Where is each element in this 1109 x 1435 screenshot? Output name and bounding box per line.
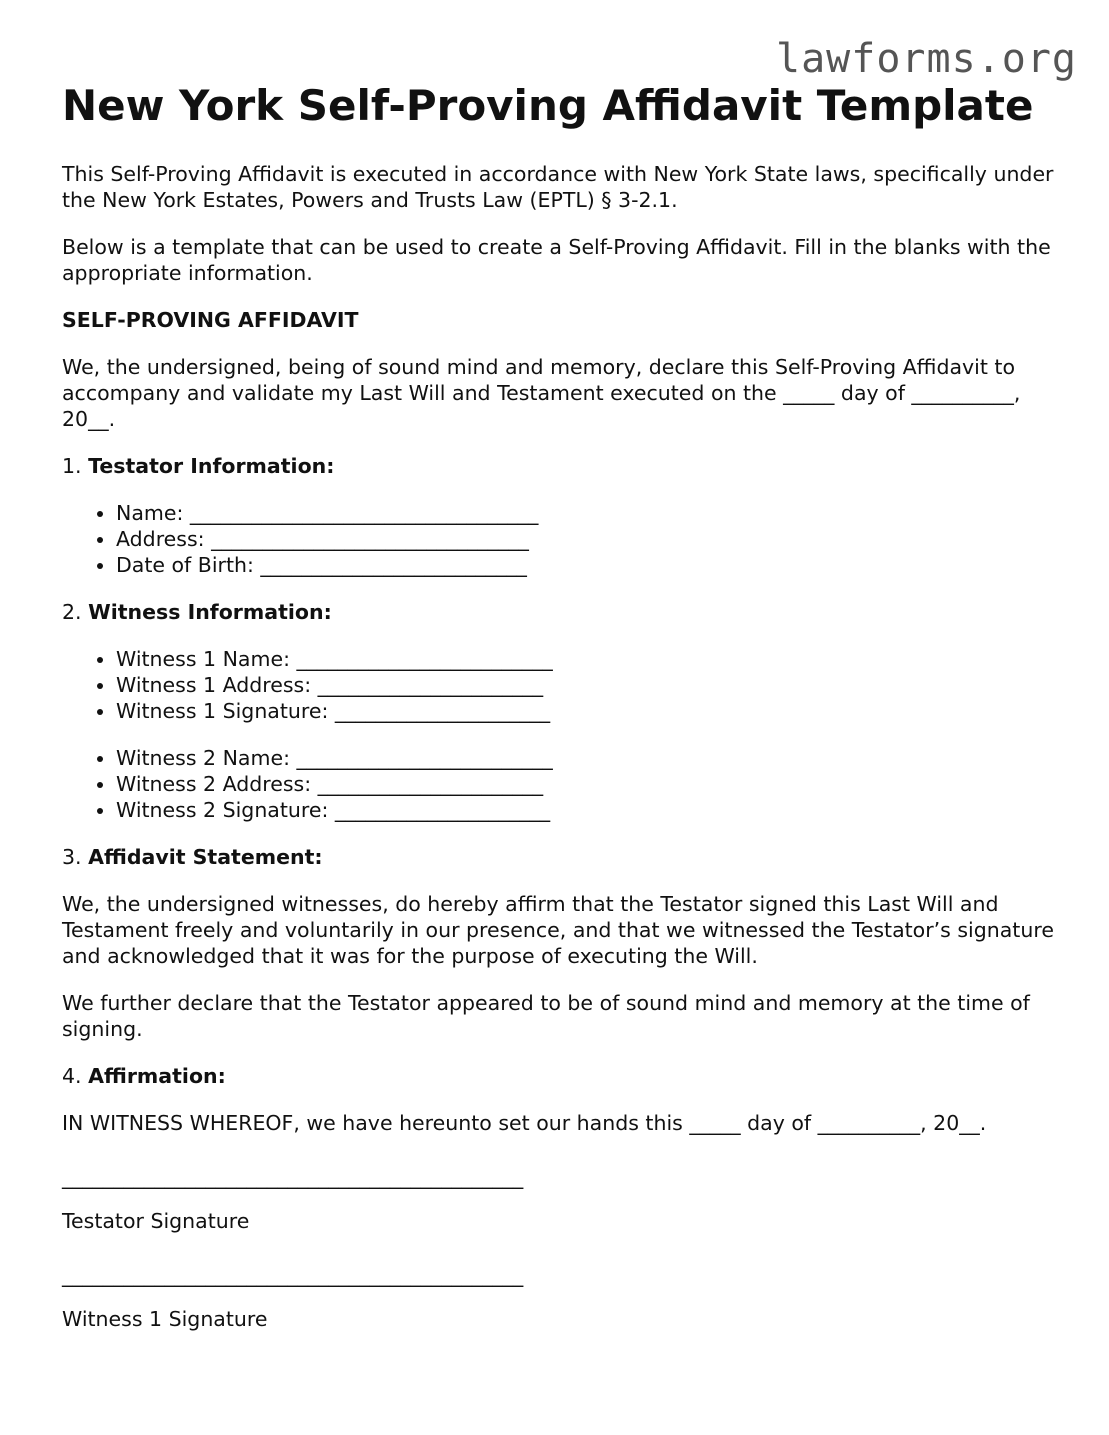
section-4-title: Affirmation: xyxy=(88,1064,226,1088)
section-2-heading xyxy=(62,599,1062,625)
testator-signature-line: _____________________________________________ xyxy=(62,1165,524,1189)
witness-2-name-field: • Witness 2 Name: _________________________ xyxy=(116,745,1062,771)
section-1-heading xyxy=(62,453,1062,479)
testator-address-field: • Address: _______________________________ xyxy=(116,526,1062,552)
section-4-heading xyxy=(62,1063,1062,1089)
witness-2-signature-field: • Witness 2 Signature: _____________________ xyxy=(116,797,1062,823)
section-2-number: 2. xyxy=(62,600,82,624)
witness-1-address-field: • Witness 1 Address: ______________________ xyxy=(116,672,1062,698)
intro-paragraph-1: This Self-Proving Affidavit is executed in accordance with New York State laws, specifically under the New York Estates, Powers and Trusts Law (EPTL) § 3-2.1. xyxy=(62,162,1054,212)
watermark: lawforms.org xyxy=(776,36,1077,82)
section-3-heading xyxy=(62,844,1062,870)
section-1-title: Testator Information: xyxy=(88,454,335,478)
testator-name-field: • Name: __________________________________ xyxy=(116,500,1062,526)
witness-1-signature-field: • Witness 1 Signature: _____________________ xyxy=(116,698,1062,724)
witness-1-name-field: • Witness 1 Name: _________________________ xyxy=(116,646,1062,672)
section-3-title: Affidavit Statement: xyxy=(88,845,323,869)
witness-1-signature-label: Witness 1 Signature xyxy=(62,1307,268,1331)
affirmation-paragraph: IN WITNESS WHEREOF, we have hereunto set our hands this _____ day of __________, 20__. xyxy=(62,1111,987,1135)
witness-2-field-list xyxy=(62,745,1062,823)
document-body xyxy=(62,80,1062,1353)
section-4-number: 4. xyxy=(62,1064,82,1088)
statement-paragraph-2: We further declare that the Testator appeared to be of sound mind and memory at the time of signing. xyxy=(62,991,1030,1041)
witness-1-field-list xyxy=(62,646,1062,724)
testator-signature-label: Testator Signature xyxy=(62,1209,250,1233)
testator-field-list xyxy=(62,500,1062,578)
witness-2-address-field: • Witness 2 Address: ______________________ xyxy=(116,771,1062,797)
declaration-paragraph: We, the undersigned, being of sound mind and memory, declare this Self-Proving Affidavit to accompany and validate my Last Will and Testament executed on the _____ day of __________, 20__. xyxy=(62,355,1021,431)
intro-paragraph-2: Below is a template that can be used to create a Self-Proving Affidavit. Fill in the blanks with the appropriate information. xyxy=(62,235,1051,285)
section-1-number: 1. xyxy=(62,454,82,478)
section-heading: SELF-PROVING AFFIDAVIT xyxy=(62,308,359,332)
testator-dob-field: • Date of Birth: __________________________ xyxy=(116,552,1062,578)
section-2-title: Witness Information: xyxy=(88,600,332,624)
section-3-number: 3. xyxy=(62,845,82,869)
statement-paragraph-1: We, the undersigned witnesses, do hereby affirm that the Testator signed this Last Will and Testament freely and voluntarily in our presence, and that we witnessed the Testator’s signature and acknowledged that it was for the purpose of executing the Will. xyxy=(62,892,1054,968)
witness-1-signature-line: _____________________________________________ xyxy=(62,1263,524,1287)
document-title: New York Self-Proving Affidavit Template xyxy=(62,81,1034,130)
